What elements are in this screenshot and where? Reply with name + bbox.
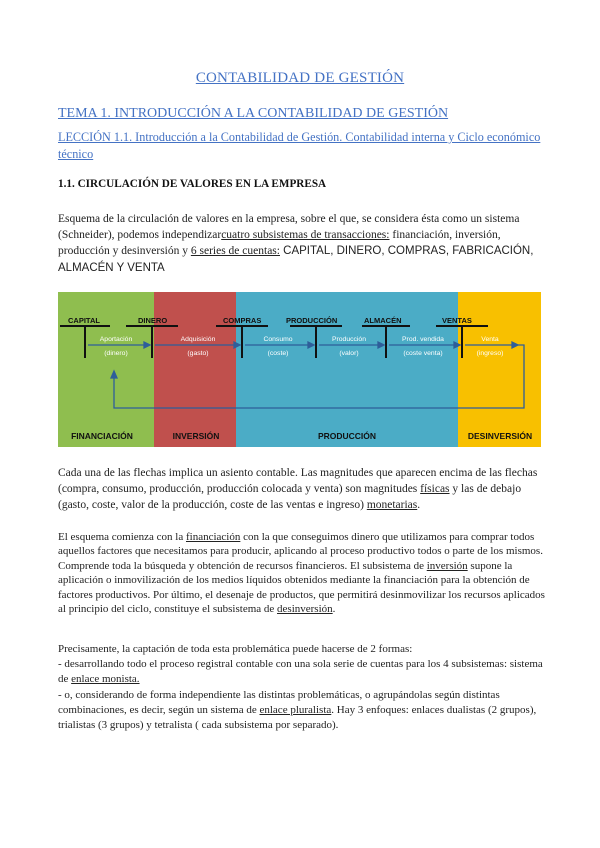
account-compras: COMPRAS	[223, 316, 262, 325]
arrows-paragraph: Cada una de las flechas implica un asiento contable. Las magnitudes que aparecen encima de las flechas (compra, consumo, producción, producción colocada y venta) son magnitudes físicas y las de debajo (gasto, coste, valor de la producción, coste de las ventas e ingreso) monetarias.	[58, 467, 538, 512]
flow-aportacion-label: Aportación	[99, 336, 133, 343]
forms-paragraph	[58, 642, 548, 733]
account-ventas: VENTAS	[442, 316, 472, 325]
flow-adquisicion-value: (gasto)	[187, 350, 209, 357]
zone-produccion-label: PRODUCCIÓN	[317, 431, 377, 441]
tema-heading: TEMA 1. INTRODUCCIÓN A LA CONTABILIDAD DE GESTIÓN	[58, 106, 449, 121]
flow-produccion-value: (valor)	[339, 350, 359, 357]
zone-produccion	[236, 292, 458, 447]
flow-venta-label: Venta	[481, 336, 499, 343]
zone-desinversion-label: DESINVERSIÓN	[467, 431, 533, 441]
account-produccion: PRODUCCIÓN	[286, 316, 338, 325]
flow-produccion-label: Producción	[331, 336, 367, 343]
zone-inversion-label: INVERSIÓN	[172, 431, 220, 441]
flow-adquisicion-label: Adquisición	[180, 336, 216, 343]
flow-prod-vendida-value: (coste venta)	[403, 350, 443, 357]
account-almacen: ALMACÉN	[364, 316, 402, 325]
flow-consumo-value: (coste)	[267, 350, 289, 357]
flow-venta-value: (ingreso)	[476, 350, 504, 357]
leccion-heading: LECCIÓN 1.1. Introducción a la Contabilidad de Gestión. Contabilidad interna y Ciclo económico técnico	[58, 130, 541, 161]
forms-monista: - desarrollando todo el proceso registral contable con una sola serie de cuentas para los 4 subsistemas: sistema de enlace monista.	[58, 658, 543, 686]
document-title: CONTABILIDAD DE GESTIÓN	[195, 70, 405, 86]
forms-pluralista: - o, considerando de forma independiente las distintas problemáticas, o agrupándolas según distintas combinaciones, es decir, según un sistema de enlace pluralista. Hay 3 enfoques: enlaces dualistas (2 grupos), trialistas (3 grupos) y tetralista ( cada subsistema por separado).	[58, 688, 537, 732]
value-circulation-diagram	[58, 292, 541, 447]
flow-aportacion-value: (dinero)	[104, 350, 128, 357]
account-capital: CAPITAL	[68, 316, 100, 325]
scheme-paragraph: El esquema comienza con la financiación con la que conseguimos dinero que utilizamos para comprar todos aquellos factores que necesitamos para producir, aplicando al proceso productivo todos o parte de los mismos. Comprende toda la búsqueda y obtención de recursos financieros. El subsistema de inversión supone la aplicación o inmovilización de los medios líquidos obtenidos mediante la financiación para la obtención de factores productivos. Por último, el desenaje de productos, que permitirá desinmovilizar los recursos aplicados al principio del ciclo, constituye el subsistema de desinversión.	[58, 531, 545, 616]
intro-paragraph: Esquema de la circulación de valores en la empresa, sobre el que, se considera ésta como un sistema (Schneider), podemos independizarcuatro subsistemas de transacciones: financiación, inversión, producción y desinversión y 6 series de cuentas: CAPITAL, DINERO, COMPRAS, FABRICACIÓN, ALMACÉN Y VENTA	[58, 213, 534, 274]
zone-financiacion-label: FINANCIACIÓN	[71, 431, 133, 441]
section-heading: 1.1. CIRCULACIÓN DE VALORES EN LA EMPRESA	[58, 178, 327, 190]
account-dinero: DINERO	[138, 316, 168, 325]
forms-intro: Precisamente, la captación de toda esta problemática puede hacerse de 2 formas:	[58, 643, 413, 655]
flow-consumo-label: Consumo	[263, 336, 293, 343]
flow-prod-vendida-label: Prod. vendida	[402, 336, 444, 343]
